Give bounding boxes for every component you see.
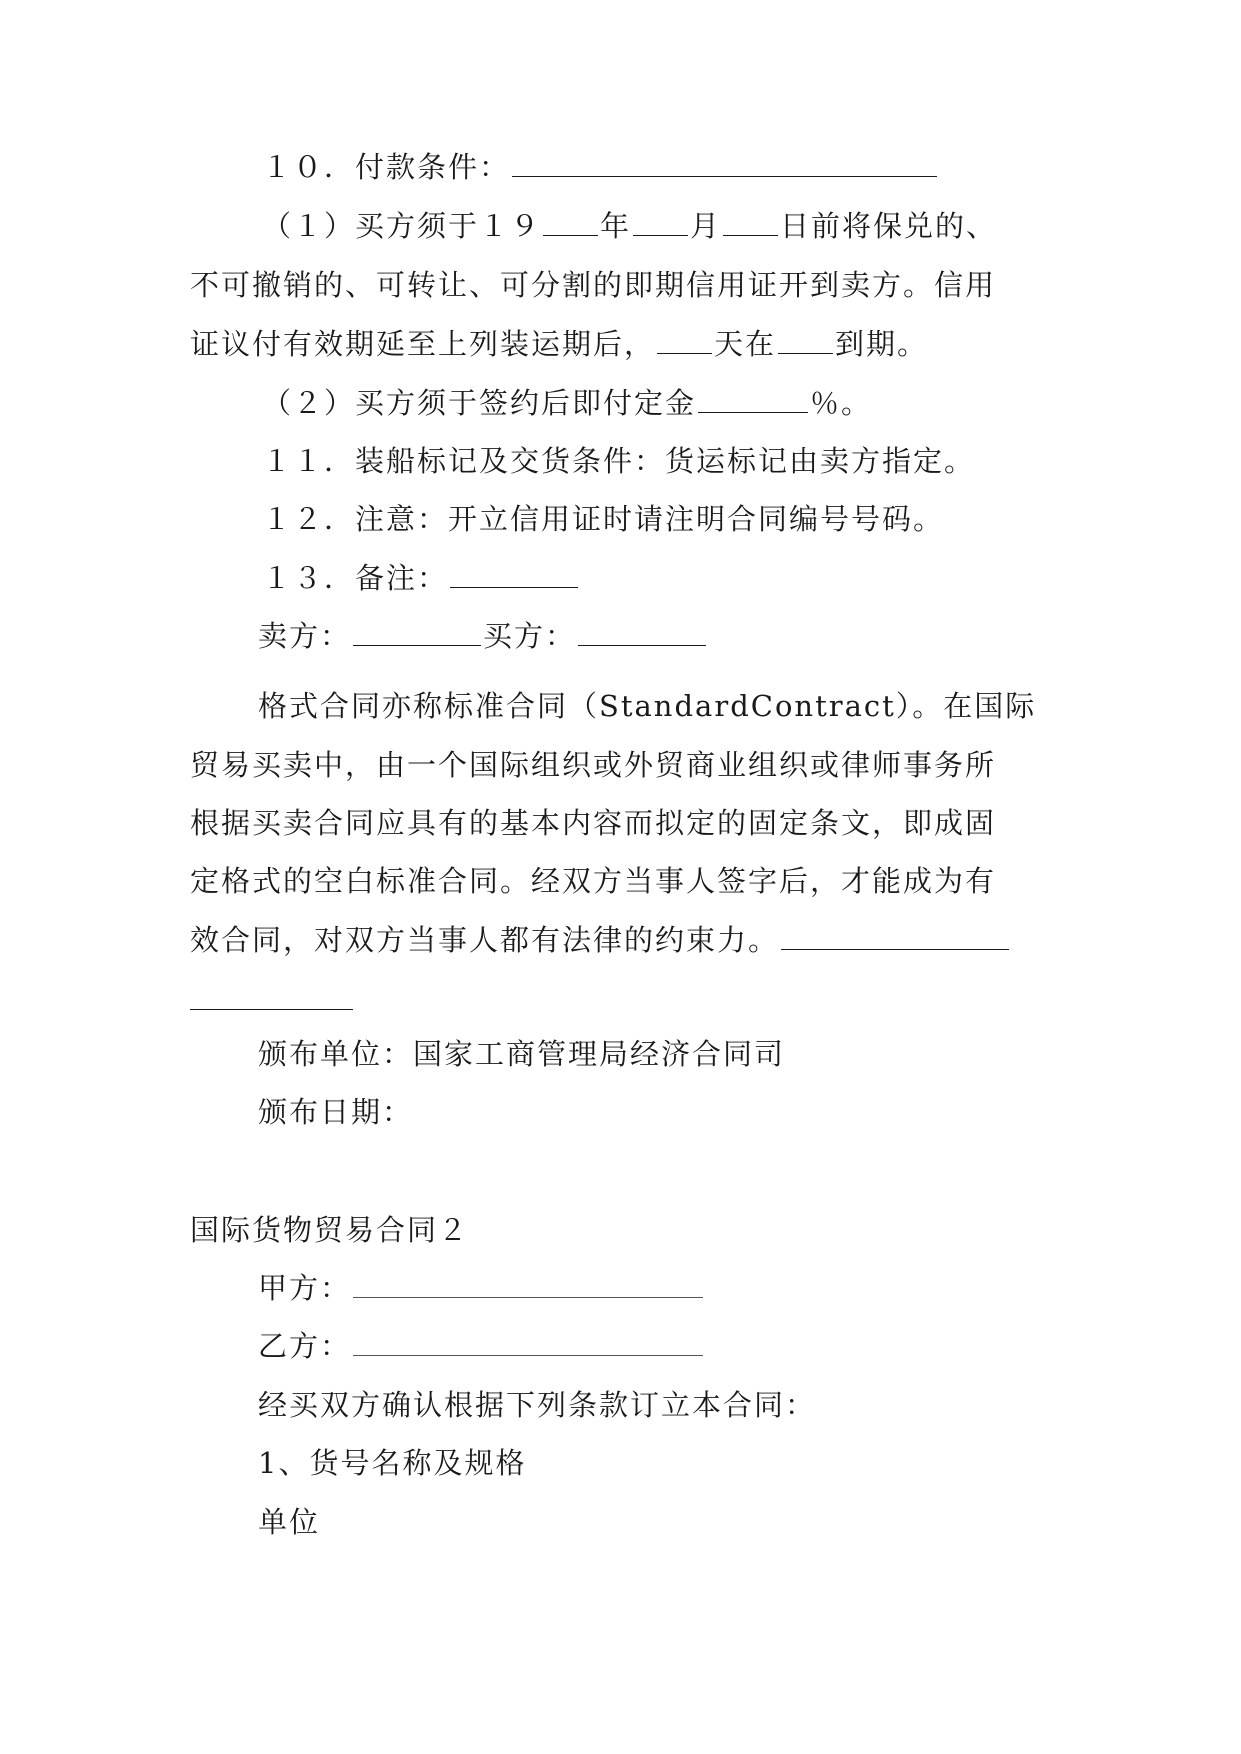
seller-blank [353,645,481,646]
clause-10-2-line [0,386,1241,420]
party-a-blank [353,1297,703,1298]
clause-10-1-text-continued: 不可撤销的、可转让、可分割的即期信用证开到卖方。信用 [190,268,997,302]
clause-10-2-percent: ％。 [810,386,873,420]
expiry-place-blank [778,353,833,354]
clause-11 [0,444,1241,478]
party-a-label: 甲方： [258,1271,352,1305]
standard-contract-text-2: 贸易买卖中，由一个国际组织或外贸商业组织或律师事务所 [190,748,997,782]
clause-10-payment-terms [0,150,1241,184]
clause-13-label: １３．备注： [262,561,449,595]
clause-12-text: １２．注意：开立信用证时请注明合同编号号码。 [262,502,945,536]
trailing-blank-2 [190,1009,353,1010]
unit-text: 单位 [258,1505,321,1539]
clause-10-1-expire-text: 到期。 [835,327,929,361]
clause-10-1-validity-text: 证议付有效期延至上列装运期后， [190,327,656,361]
clause-12 [0,502,1241,536]
issuer-text: 颁布单位：国家工商管理局经济合同司 [258,1037,786,1071]
days-blank [657,353,712,354]
trailing-blank-1 [781,949,1009,950]
clause-10-1-text-a: （１）买方须于１９ [262,209,542,243]
unit-line [0,1505,1241,1539]
clause-10-1-line [0,209,1241,243]
clause-10-1-line-2 [0,268,1241,302]
party-b-line [0,1329,1241,1363]
standard-contract-text-1: 格式合同亦称标准合同（StandardContract）。在国际 [258,689,1037,723]
clause-10-label: １０．付款条件： [262,150,511,184]
issue-date-label: 颁布日期： [258,1095,414,1129]
year-blank [543,235,598,236]
standard-contract-text-3: 根据买卖合同应具有的基本内容而拟定的固定条文，即成固 [190,806,997,840]
seller-label: 卖方： [258,619,352,653]
party-b-label: 乙方： [258,1329,352,1363]
party-b-blank [353,1355,703,1356]
clause-10-1-line-3 [0,327,1241,361]
item-1-text: 1、货号名称及规格 [258,1446,527,1480]
clause-10-1-text-year: 年 [600,209,632,243]
standard-contract-line-2 [0,748,1241,782]
payment-terms-blank [512,176,937,177]
clause-10-1-at-text: 天在 [714,327,777,361]
agreement-text: 经买双方确认根据下列条款订立本合同： [258,1388,817,1422]
standard-contract-line-4 [0,864,1241,898]
standard-contract-line-3 [0,806,1241,840]
standard-contract-line-1 [0,689,1241,723]
party-a-line [0,1271,1241,1305]
item-1-line [0,1446,1241,1480]
deposit-percent-blank [698,412,808,413]
standard-contract-text-5: 效合同，对双方当事人都有法律的约束力。 [190,923,780,957]
agreement-line [0,1388,1241,1422]
month-blank [633,235,688,236]
issuer-line [0,1037,1241,1071]
contract-2-title-text: 国际货物贸易合同２ [190,1213,470,1247]
standard-contract-text-4: 定格式的空白标准合同。经双方当事人签字后，才能成为有 [190,864,997,898]
remarks-blank [450,587,578,588]
clause-11-text: １１．装船标记及交货条件：货运标记由卖方指定。 [262,444,976,478]
contract-2-title [0,1213,1241,1247]
clause-10-2-text: （２）买方须于签约后即付定金 [262,386,697,420]
day-blank [723,235,778,236]
standard-contract-line-5 [0,923,1241,957]
issue-date-line [0,1095,1241,1129]
clause-10-1-text-month: 月 [690,209,722,243]
clause-13 [0,561,1241,595]
clause-10-1-text-d: 日前将保兑的、 [780,209,998,243]
signature-line [0,619,1241,653]
buyer-label: 买方： [483,619,577,653]
buyer-blank [578,645,706,646]
